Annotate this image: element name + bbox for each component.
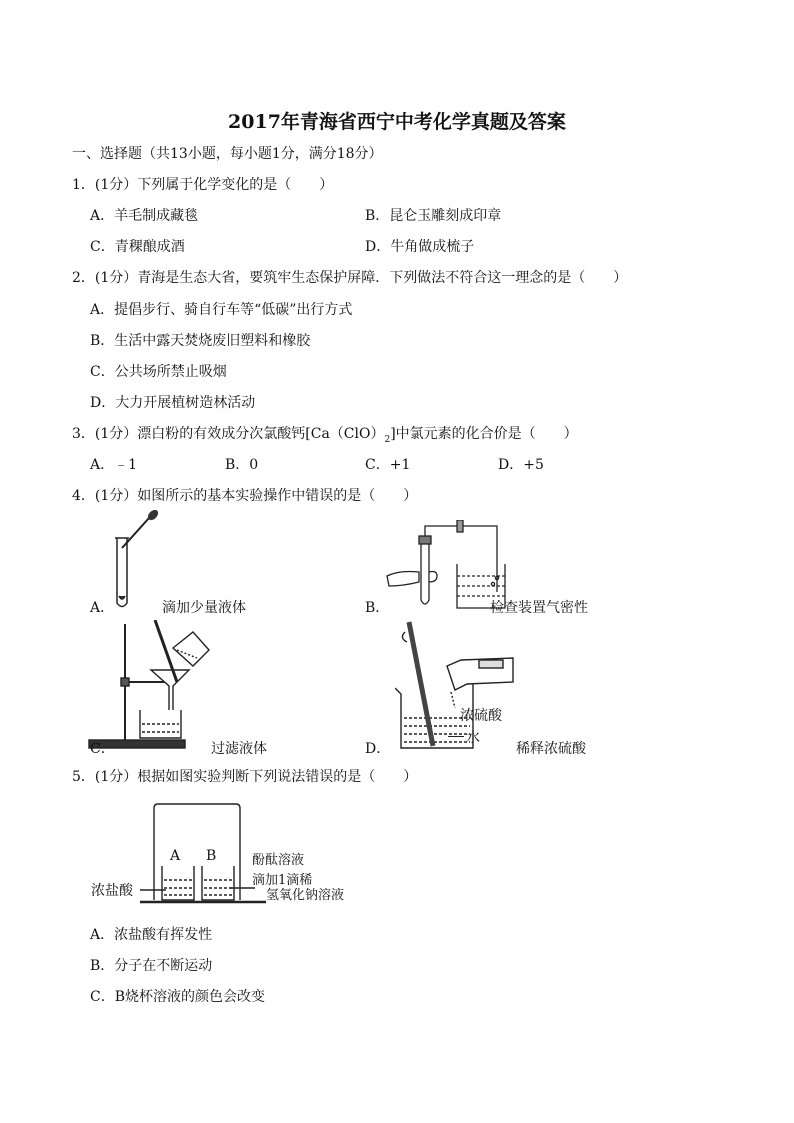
question-3-stem-suffix: ]中氯元素的化合价是（ ） <box>390 426 578 442</box>
question-2-stem: 2．(1分）青海是生态大省，要筑牢生态保护屏障．下列做法不符合这一理念的是（ ） <box>72 270 628 286</box>
question-3-option-c: C．+1 <box>365 457 411 473</box>
question-3-option-d: D．+5 <box>498 457 544 473</box>
question-4-option-d-letter: D． <box>365 741 391 757</box>
question-5-option-b: B．分子在不断运动 <box>90 958 213 974</box>
figure-dilute-sulfuric-acid <box>395 620 525 752</box>
figure-label-naoh-1: 滴加1滴稀 <box>252 873 313 888</box>
question-4-option-c-letter: C． <box>90 741 115 757</box>
question-5-option-c: C．B烧杯溶液的颜色会改变 <box>90 989 265 1005</box>
question-1-option-b: B．昆仑玉雕刻成印章 <box>365 208 502 224</box>
figure-label-hcl: 浓盐酸 <box>91 883 133 899</box>
question-1-stem: 1．(1分）下列属于化学变化的是（ ） <box>72 177 334 193</box>
question-5-option-a: A．浓盐酸有挥发性 <box>90 927 213 943</box>
question-4-option-a-caption: 滴加少量液体 <box>162 600 246 616</box>
figure-beaker-b-label: B <box>206 848 217 864</box>
question-4-option-d-caption: 稀释浓硫酸 <box>516 741 586 757</box>
figure-beaker-a-label: A <box>170 848 181 864</box>
question-2-option-a: A．提倡步行、骑自行车等“低碳”出行方式 <box>90 302 353 318</box>
question-3-stem-subscript: 2 <box>384 434 391 445</box>
question-1-option-c: C．青稞酿成酒 <box>90 239 185 255</box>
question-3-option-a: A．﹣1 <box>90 457 138 473</box>
section-header: 一、选择题（共13小题，每小题1分，满分18分） <box>72 146 383 162</box>
figure-label-phenolphthalein: 酚酞溶液 <box>252 853 305 868</box>
question-2-option-c: C．公共场所禁止吸烟 <box>90 364 227 380</box>
question-4-stem: 4．(1分）如图所示的基本实验操作中错误的是（ ） <box>72 488 418 504</box>
question-1-option-a: A．羊毛制成藏毯 <box>90 208 199 224</box>
question-3-stem <box>72 424 578 450</box>
question-4-option-c-caption: 过滤液体 <box>211 741 267 757</box>
question-3-stem-prefix: 3．(1分）漂白粉的有效成分次氯酸钙[Ca（ClO） <box>72 426 385 442</box>
question-4-option-b-letter: B． <box>365 600 390 616</box>
question-2-option-b: B．生活中露天焚烧废旧塑料和橡胶 <box>90 333 311 349</box>
figure-label-water-leader <box>448 736 464 737</box>
page-title: 2017年青海省西宁中考化学真题及答案 <box>228 111 566 133</box>
question-1-option-d: D．牛角做成梳子 <box>365 239 475 255</box>
question-3-option-b: B．0 <box>225 457 259 473</box>
figure-label-naoh-2: 氢氧化钠溶液 <box>266 888 345 903</box>
question-4-option-a-letter: A． <box>90 600 115 616</box>
question-5-stem: 5．(1分）根据如图实验判断下列说法错误的是（ ） <box>72 769 418 785</box>
figure-label-water: 水 <box>466 730 480 746</box>
question-2-option-d: D．大力开展植树造林活动 <box>90 395 256 411</box>
figure-filtration <box>85 620 215 752</box>
question-4-option-b-caption: 检查装置气密性 <box>490 600 588 616</box>
figure-label-acid: 浓硫酸 <box>460 708 502 724</box>
